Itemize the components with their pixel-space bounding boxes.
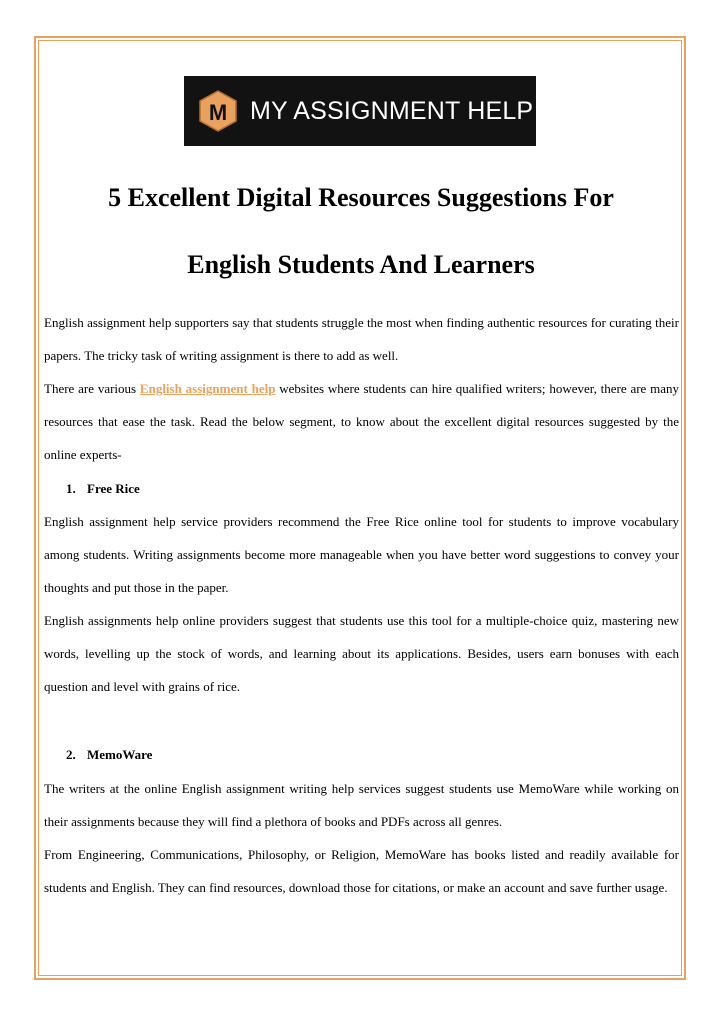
page-title-line2: English Students And Learners bbox=[187, 250, 535, 279]
intro-paragraph-1: English assignment help supporters say that students struggle the most when finding authentic resources for curating their papers. The tricky task of writing assignment is there to add as well. bbox=[44, 315, 679, 363]
section-heading-memoware bbox=[66, 745, 152, 765]
section-heading-free-rice bbox=[66, 479, 140, 499]
free-rice-paragraph-1: English assignment help service providers recommend the Free Rice online tool for students to improve vocabulary among students. Writing assignments become more manageable when you have better word suggestions to convey your thoughts and put those in the paper. bbox=[44, 514, 679, 595]
logo-text: MY ASSIGNMENT HELP bbox=[250, 96, 534, 125]
page-title-line1: 5 Excellent Digital Resources Suggestions For bbox=[108, 183, 614, 212]
logo bbox=[184, 76, 536, 146]
english-assignment-help-link[interactable]: English assignment help bbox=[139, 381, 276, 396]
section-number: 2. bbox=[66, 747, 76, 762]
logo-mark-letter: M bbox=[208, 100, 228, 125]
section-number: 1. bbox=[66, 481, 76, 496]
intro-text-before: There are various bbox=[44, 381, 140, 396]
section-heading-text: MemoWare bbox=[87, 747, 153, 762]
memoware-paragraph-2: From Engineering, Communications, Philosophy, or Religion, MemoWare has books listed and readily available for students and English. They can find resources, download those for citations, or make an account and save further usage. bbox=[44, 847, 679, 895]
intro-text-after: websites where students can hire qualified writers; however, there are many resources that ease the task. Read the below segment, to know about the excellent digital resources suggested by the online experts- bbox=[44, 381, 680, 462]
free-rice-paragraph-2: English assignments help online providers suggest that students use this tool for a multiple-choice quiz, mastering new words, levelling up the stock of words, and learning about its applications. Besides, users earn bonuses with each question and level with grains of rice. bbox=[44, 613, 679, 694]
section-heading-text: Free Rice bbox=[87, 481, 140, 496]
intro-paragraph-2 bbox=[44, 372, 679, 471]
logo-mark-icon bbox=[198, 89, 238, 133]
memoware-paragraph-1: The writers at the online English assignment writing help services suggest students use MemoWare while working on their assignments because they will find a plethora of books and PDFs across all genres. bbox=[44, 781, 679, 829]
